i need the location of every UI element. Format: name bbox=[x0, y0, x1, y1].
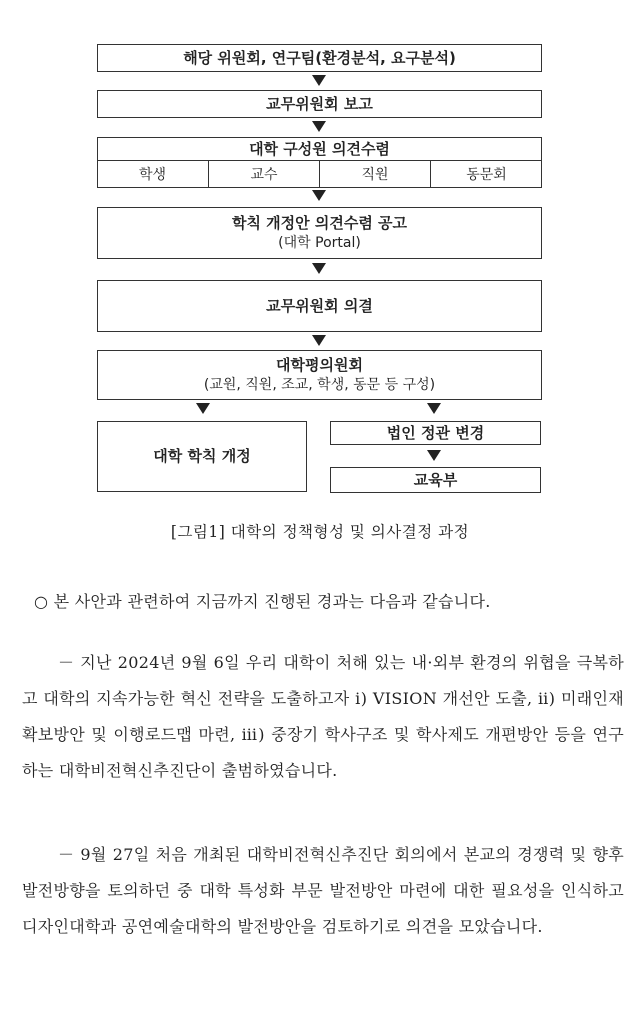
flow-step-announcement-label: 학칙 개정안 의견수렴 공고 bbox=[231, 214, 408, 233]
figure-caption: [그림1] 대학의 정책형성 및 의사결정 과정 bbox=[170, 523, 470, 541]
arrow-down-icon bbox=[312, 75, 326, 86]
arrow-down-icon bbox=[312, 335, 326, 346]
group-label: 학생 bbox=[138, 166, 167, 183]
group-student bbox=[97, 160, 208, 187]
paragraph-text: － 9월 27일 처음 개최된 대학비전혁신추진단 회의에서 본교의 경쟁력 및 향후 발전방향을 토의하던 중 대학 특성화 부문 발전방안 마련에 대한 필요성을 인식하고 디자인대학과 공연예술대학의 발전방안을 검토하기로 의견을 모았습니다. bbox=[22, 845, 624, 936]
flow-step-ministry bbox=[330, 467, 541, 493]
flow-step-resolution-label: 교무위원회 의결 bbox=[266, 296, 373, 315]
flow-step-senate bbox=[97, 350, 542, 400]
arrow-down-icon bbox=[427, 403, 441, 414]
flow-step-senate-label: 대학평의원회 bbox=[276, 356, 363, 375]
flow-step-announcement-sub: (대학 Portal) bbox=[278, 234, 361, 251]
group-label: 직원 bbox=[361, 166, 389, 183]
paragraph-launch bbox=[22, 645, 624, 789]
group-label: 동문회 bbox=[466, 166, 507, 183]
flow-step-analysis-label: 해당 위원회, 연구팀(환경분석, 요구분석) bbox=[183, 48, 456, 67]
group-staff bbox=[319, 160, 430, 187]
flow-step-announcement bbox=[97, 207, 542, 259]
flow-step-senate-sub: (교원, 직원, 조교, 학생, 동문 등 구성) bbox=[203, 376, 436, 393]
flow-step-school-rules bbox=[97, 421, 307, 492]
group-label: 교수 bbox=[250, 166, 278, 183]
arrow-down-icon bbox=[427, 450, 441, 461]
arrow-down-icon bbox=[312, 263, 326, 274]
flow-step-school-rules-label: 대학 학칙 개정 bbox=[153, 447, 251, 466]
flow-step-resolution bbox=[97, 280, 542, 332]
group-professor bbox=[208, 160, 319, 187]
paragraph-meeting bbox=[22, 837, 624, 945]
arrow-down-icon bbox=[312, 121, 326, 132]
flow-step-report-label: 교무위원회 보고 bbox=[266, 94, 373, 113]
flow-step-opinion-label: 대학 구성원 의견수렴 bbox=[249, 140, 390, 158]
flow-step-ministry-label: 교육부 bbox=[413, 470, 458, 489]
flow-step-analysis bbox=[97, 44, 542, 72]
paragraph-text: ○ 본 사안과 관련하여 지금까지 진행된 경과는 다음과 같습니다. bbox=[34, 592, 491, 611]
group-alumni bbox=[430, 160, 542, 187]
paragraph-summary bbox=[34, 584, 624, 620]
arrow-down-icon bbox=[312, 190, 326, 201]
flow-step-articles-label: 법인 정관 변경 bbox=[386, 423, 485, 442]
paragraph-text: － 지난 2024년 9월 6일 우리 대학이 처해 있는 내·외부 환경의 위협을 극복하고 대학의 지속가능한 혁신 전략을 도출하고자 ⅰ) VISION 개선안 도출, ⅱ) 미래인재 확보방안 및 이행로드맵 마련, ⅲ) 중장기 학사구조 및 학사제도 개편방안 등을 연구하는 대학비전혁신추진단이 출범하였습니다. bbox=[22, 653, 624, 780]
arrow-down-icon bbox=[196, 403, 210, 414]
flow-step-report bbox=[97, 90, 542, 118]
flow-step-articles bbox=[330, 421, 541, 445]
